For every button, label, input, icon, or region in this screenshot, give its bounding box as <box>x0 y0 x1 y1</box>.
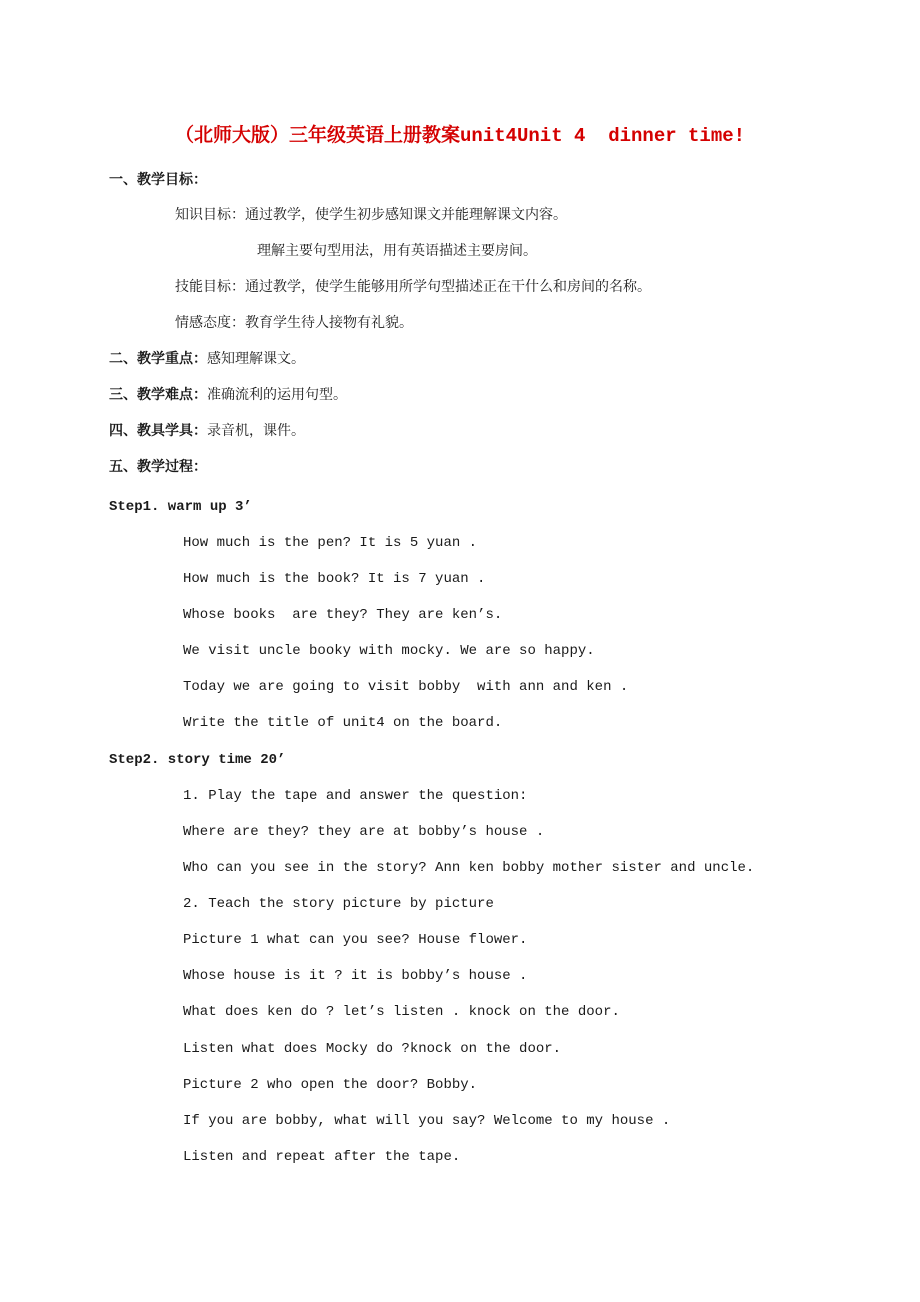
document-title <box>0 125 920 146</box>
step2-line: Picture 2 who open the door? Bobby. <box>183 1077 478 1093</box>
step2-line: Listen what does Mocky do ?knock on the door. <box>183 1041 562 1057</box>
objective-knowledge-2: 理解主要句型用法，用有英语描述主要房间。 <box>257 243 537 259</box>
objectives-heading: 一、教学目标： <box>109 172 207 188</box>
key-points-text: 感知理解课文。 <box>207 351 305 367</box>
objective-attitude: 情感态度：教育学生待人接物有礼貌。 <box>175 315 413 331</box>
title-en: unit4Unit 4 dinner time! <box>459 125 746 147</box>
tools-heading: 四、教具学具： <box>109 423 207 439</box>
step2-line: Where are they? they are at bobby’s house . <box>183 824 545 840</box>
step2-line: Picture 1 what can you see? House flower. <box>183 932 528 948</box>
step1-line: How much is the pen? It is 5 yuan . <box>183 535 478 551</box>
step1-line: Write the title of unit4 on the board. <box>183 715 503 731</box>
objective-knowledge: 知识目标：通过教学，使学生初步感知课文并能理解课文内容。 <box>175 207 567 223</box>
step1-heading: Step1. warm up 3’ <box>109 499 252 515</box>
step2-line: What does ken do ? let’s listen . knock on the door. <box>183 1004 620 1020</box>
tools-text: 录音机，课件。 <box>207 423 305 439</box>
difficulties-heading: 三、教学难点： <box>109 387 207 403</box>
difficulties <box>109 385 347 405</box>
step2-line: If you are bobby, what will you say? Welcome to my house . <box>183 1113 671 1129</box>
objective-skill: 技能目标：通过教学，使学生能够用所学句型描述正在干什么和房间的名称。 <box>175 279 651 295</box>
step2-line: Whose house is it ? it is bobby’s house . <box>183 968 528 984</box>
title-cn: （北师大版）三年级英语上册教案 <box>174 124 460 146</box>
step2-heading: Step2. story time 20’ <box>109 752 286 768</box>
step2-line: 2. Teach the story picture by picture <box>183 896 494 912</box>
step1-line: We visit uncle booky with mocky. We are so happy. <box>183 643 595 659</box>
step1-line: How much is the book? It is 7 yuan . <box>183 571 486 587</box>
step1-line: Today we are going to visit bobby with ann and ken . <box>183 679 629 695</box>
key-points <box>109 349 305 369</box>
step2-line: Who can you see in the story? Ann ken bobby mother sister and uncle. <box>183 860 755 876</box>
process-heading: 五、教学过程： <box>109 459 207 475</box>
step1-line: Whose books are they? They are ken’s. <box>183 607 503 623</box>
key-points-heading: 二、教学重点： <box>109 351 207 367</box>
tools <box>109 421 305 441</box>
step2-line: Listen and repeat after the tape. <box>183 1149 461 1165</box>
step2-line: 1. Play the tape and answer the question: <box>183 788 528 804</box>
difficulties-text: 准确流利的运用句型。 <box>207 387 347 403</box>
